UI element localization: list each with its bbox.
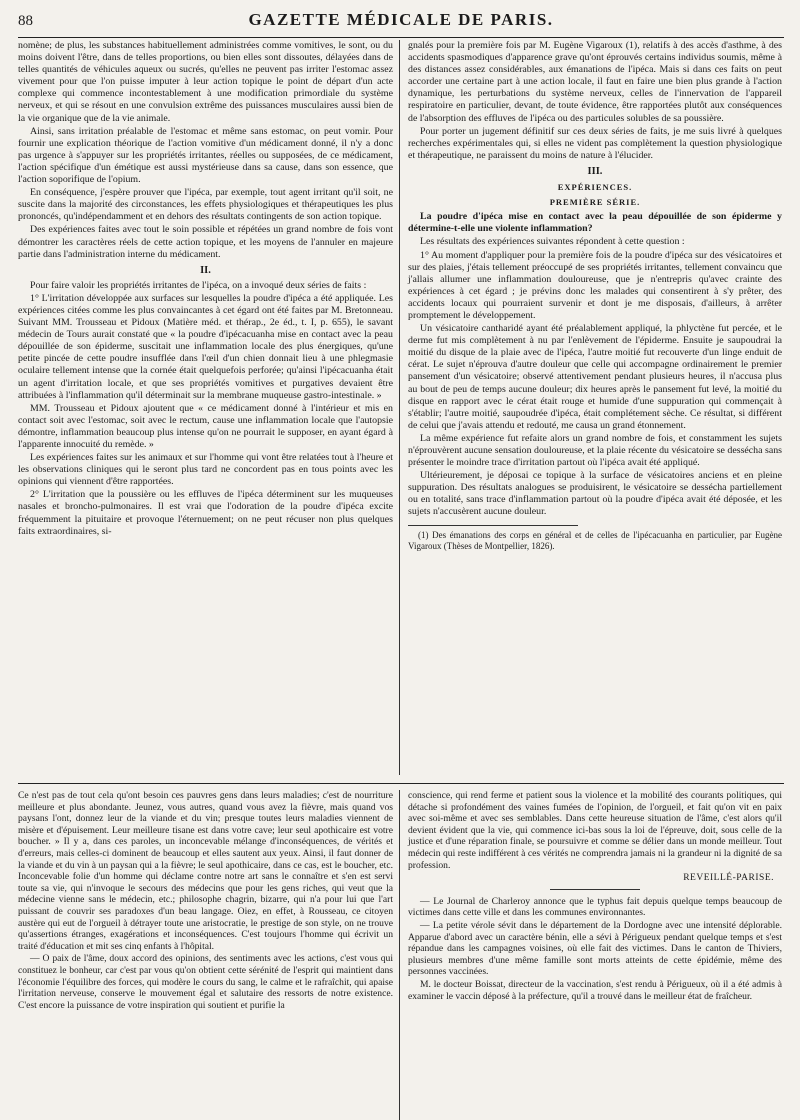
lower-right-column bbox=[400, 790, 782, 1120]
section-heading: II. bbox=[200, 264, 211, 276]
paragraph: conscience, qui rend ferme et patient sous la violence et la mobilité des courants politiques, qui détache si profondément des vaines fumées de l'opinion, de l'orgueil, et fait qu'on vit en paix avec soi-même et avec ses semblables. Dans cette heureuse situation de l'âme, c'est alors qu'il devient évident que la vie, qui commence ici-bas sous la loi de l'épreuve, doit, sous celle de la justice et d'une réparation finale, se poursuivre et comme se délier dans un monde meilleur. Tout médecin qui reste indifférent à ces vérités ne comprendra jamais ni la grandeur ni la dignité de sa profession. bbox=[408, 790, 782, 871]
paragraph: nomène; de plus, les substances habituellement administrées comme vomitives, le sont, ou du moins doivent l'être, dans de telles proportions, ou bien elles sont dissoutes, délayées dans de telles quantités de véhicules aqueux ou sucrés, qu'elles ne peuvent pas irriter l'estomac assez vivement pour que l'on puisse imputer à leur action topique le point de départ d'un acte complexe qui commence incontestablement à une modification primordiale du système nerveux, et qui se résout en une convulsion extrême des puissances musculaires aussi bien de la vie organique que de la vie animale. bbox=[18, 40, 393, 124]
page-number: 88 bbox=[18, 13, 33, 29]
news-item: — Le Journal de Charleroy annonce que le typhus fait depuis quelque temps beaucoup de victimes dans cette ville et dans les communes environnantes. bbox=[408, 895, 782, 919]
paragraph: Ultérieurement, je déposai ce topique à la surface de vésicatoires anciens et en pleine suppuration. Des résultats analogues se produisirent, le vésicatoire se dessécha partiellement ou en totalité, sans trace d'inflammation partout où la poudre d'ipéca avait été déposée, et les sujets n'accusèrent aucune douleur. bbox=[408, 470, 782, 518]
signature: REVEILLÉ-PARISE. bbox=[683, 873, 774, 884]
lower-left-column bbox=[18, 790, 400, 1120]
paragraph: 1° Au moment d'appliquer pour la première fois de la poudre d'ipéca sur des vésicatoires et sur des plaies, j'étais tellement préoccupé de ses propriétés irritantes, tellement convaincu que j'allais allumer une inflammation douloureuse, que je n'entrepris qu'avec crainte des expériences à cet égard ; je prévins donc les malades qui consentirent à s'y prêter, des accidents locaux qui pourraient survenir et dont je me disposais, d'ailleurs, à arrêter promptement le développement. bbox=[408, 249, 782, 321]
subheading-experiences: EXPÉRIENCES. bbox=[557, 182, 633, 193]
paragraph: Pour porter un jugement définitif sur ces deux séries de faits, je me suis livré à quelques recherches expérimentales qui, si elles ne vident pas complètement la question physiologique et thérapeutique, ne paraissent du moins de nature à l'élucider. bbox=[408, 125, 782, 161]
short-rule bbox=[550, 889, 640, 890]
paragraph: Ce n'est pas de tout cela qu'ont besoin ces pauvres gens dans leurs maladies; c'est de nourriture meilleure et plus abondante. Jeunez, vous autres, quand vous avez la fièvre, mais quand vos paysans l'ont, donnez leur de la viande et du vin; presque toutes leurs maladies viennent de misère et d'épuisement. Leur meilleure tisane est dans votre cave; leur seul apothicaire est votre boucher. » Il y a, dans ces paroles, un inconcevable mélange d'inconséquences, de vérités et d'erreurs, mais celles-ci dominent de beaucoup et elles sautent aux yeux. Ainsi, il faut donner de la viande et du vin à un paysan qui a la fièvre; le seul apothicaire, dans ce cas, est le boucher, etc. Inconcevable folie d'un homme qui déclame contre notre art sans le connaître et s'en est servi toute sa vie, qui n'invoque le secours des médecins que pour les gens riches, qui veut que la médecine vienne sans le médecin, etc.; philosophe chagrin, bizarre, qui n'a pour lui que l'art puissant de couvrir ses paradoxes d'un beau langage. Oiez, en effet, à Rousseau, ce citoyen austère qui eut de l'orgueil à détrayer toute une aristocratie, le prestige de son style, on ne trouve qu'assertions étranges, exagérations et inconséquences. C'est toujours l'homme qui écrivit un traité d'éducation et mit ses cinq enfants à l'hôpital. bbox=[18, 790, 393, 952]
paragraph: Ainsi, sans irritation préalable de l'estomac et même sans estomac, on peut vomir. Pour fournir une explication théorique de l'action vomitive d'un médicament donné, il n'y a donc pas urgence à s'appuyer sur les propriétés irritantes, réelles ou supposées, de ce médicament, l'action spécifique d'un émétique est aussi mystérieuse dans sa cause, dans son essence, que l'action soporifique de l'opium. bbox=[18, 125, 393, 186]
footnote-rule bbox=[408, 525, 578, 526]
paragraph: gnalés pour la première fois par M. Eugène Vigaroux (1), relatifs à des accès d'asthme, à des accidents spasmodiques d'apparence grave qu'ont éprouvés certains individus soumis, même à des distances assez considérables, aux émanations de l'ipéca. Mais si dans ces faits on peut accorder une certaine part à une action locale, il faut en faire une bien plus grande à l'action dynamique, les perturbations du système nerveux, celles de l'innervation de l'appareil respiratoire en particulier, devant, de toute évidence, être rapportées plutôt aux conséquences de l'absorption des effluves de l'ipéca ou des particules solubles de sa poussière. bbox=[408, 40, 782, 124]
paragraph: Les expériences faites sur les animaux et sur l'homme qui vont être relatées tout à l'heure et les observations cliniques qui le seront plus tard ne concordent pas en tous points avec les opinions qui viennent d'être rapportées. bbox=[18, 452, 393, 488]
feuilleton-columns bbox=[18, 790, 784, 1120]
page-header bbox=[18, 10, 784, 34]
article-columns bbox=[18, 40, 784, 775]
paragraph: 2° L'irritation que la poussière ou les effluves de l'ipéca déterminent sur les muqueuses nasales et broncho-pulmonaires. Il est vrai que l'odoration de la poudre d'ipéca excite fréquemment la pituitaire et provoque l'éternuement; on ne peut récuser non plus quelques faits extraordinaires, si- bbox=[18, 489, 393, 537]
journal-title: GAZETTE MÉDICALE DE PARIS. bbox=[248, 10, 554, 29]
paragraph: 1° L'irritation développée aux surfaces sur lesquelles la poudre d'ipéca a été appliquée. Les expériences citées comme les plus convaincantes à cet égard ont été faites par M. Bretonneau. Suivant MM. Trousseau et Pidoux (Matière méd. et thérap., 2e éd., t. I, p. 655), le savant médecin de Tours aurait constaté que « la poudre d'ipécacuanha mise en contact avec la peau dépouillée de son épiderme, suscitait une inflammation locale des plus énergiques, qu'une petite pincée de cette poudre insufflée dans l'œil d'un chien donnait lieu à une phlegmasie oculaire tellement intense que la cornée était quelquefois perforée; qu'ainsi l'ipécacuanha était un agent d'irritation locale, et que ses propriétés vomitives et purgatives devaient être attribuées à l'inflammation qu'il déterminait sur la membrane muqueuse gastro-intestinale. » bbox=[18, 292, 393, 401]
header-rule bbox=[18, 37, 784, 38]
paragraph: Des expériences faites avec tout le soin possible et répétées un grand nombre de fois vont démontrer les caractères réels de cette action topique, et les moyens de l'annuler en majeure partie dans l'administration interne du médicament. bbox=[18, 224, 393, 260]
paragraph: En conséquence, j'espère prouver que l'ipéca, par exemple, tout agent irritant qu'il soit, ne suscite dans la majorité des circonstances, les effets physiologiques et thérapeutiques les plus prononcés, qu'indépendamment et en dehors des résultats contingents de son action topique. bbox=[18, 187, 393, 223]
paragraph: Un vésicatoire cantharidé ayant été préalablement appliqué, la phlyctène fut percée, et le derme fut mis complètement à nu par l'enlèvement de l'épiderme. Ensuite je saupoudrai la moitié du disque de la plaie avec de l'ipéca, l'autre moitié fut recouverte d'un linge enduit de cérat. Le sujet n'éprouva d'autre douleur que celle qui accompagne ordinairement le premier pansement d'un vésicatoire; observé attentivement pendant plusieurs heures, il n'accusa plus au bout de peu de temps aucune douleur; dix heures après le pansement fut levé, la moitié du disque en rapport avec le cérat était rouge et humide d'une suppuration qui commençait à s'établir; l'autre moitié, saupoudrée d'ipéca, était complétement sèche. Ce résultat, si différent de celui que j'avais attendu et redouté, me causa un grand étonnement. bbox=[408, 323, 782, 431]
footnote: (1) Des émanations des corps en général et de celles de l'ipécacuanha en particulier, par Eugène Vigaroux (Thèses de Montpellier, 1826). bbox=[408, 529, 782, 551]
paragraph: Les résultats des expériences suivantes répondent à cette question : bbox=[420, 236, 685, 248]
paragraph: Pour faire valoir les propriétés irritantes de l'ipéca, on a invoqué deux séries de faits : bbox=[30, 279, 367, 291]
right-column bbox=[400, 40, 782, 775]
paragraph: — O paix de l'âme, doux accord des opinions, des sentiments avec les actions, c'est vous qui constituez le bonheur, car c'est par vous qu'on obtient cette sérénité de l'esprit qui maintient dans l'économie l'équilibre des forces, qui modère le cours du sang, le calme et le rafraîchit, qui apaise l'irritation nerveuse, conserve le mouvement égal et salutaire des ressorts de notre existence. C'est encore la puissance de votre inspiration qui soutient et purifie la bbox=[18, 953, 393, 1011]
paragraph: La même expérience fut refaite alors un grand nombre de fois, et constamment les sujets n'éprouvèrent aucune sensation douloureuse, et la plaie récente du vésicatoire se dessécha sans présenter le moindre trace d'irritation partout où l'ipéca avait été appliqué. bbox=[408, 432, 782, 469]
subheading-series: PREMIÈRE SÉRIE. bbox=[549, 197, 641, 208]
section-divider bbox=[18, 783, 784, 784]
section-heading: III. bbox=[587, 165, 603, 177]
paragraph: MM. Trousseau et Pidoux ajoutent que « ce médicament donné à l'intérieur et mis en contact soit avec l'estomac, soit avec le rectum, cause une inflammation locale que l'autopsie démontre, inflammation beaucoup plus intense qu'on ne pourrait le supposer, en ayant égard à l'apparente innocuité du remède. » bbox=[18, 402, 393, 450]
news-item: — La petite vérole sévit dans le département de la Dordogne avec une intensité déplorable. Apparue d'abord avec un caractère bénin, elle a sévi à Périgueux pendant quelque temps et s'est répandue dans les campagnes voisines, où elle fait des victimes. Dans le canton de Thiviers, plusieurs membres d'une même famille sont morts atteints de cette épidémie, même des personnes vaccinées. bbox=[408, 919, 782, 978]
news-item: M. le docteur Boissat, directeur de la vaccination, s'est rendu à Périgueux, où il a été admis à examiner le vaccin déposé à la préfecture, qu'il a trouvé dans le meilleur état de fraîcheur. bbox=[408, 978, 782, 1002]
question: La poudre d'ipéca mise en contact avec la peau dépouillée de son épiderme y détermine-t-elle une violente inflammation? bbox=[408, 211, 782, 235]
left-column bbox=[18, 40, 400, 775]
